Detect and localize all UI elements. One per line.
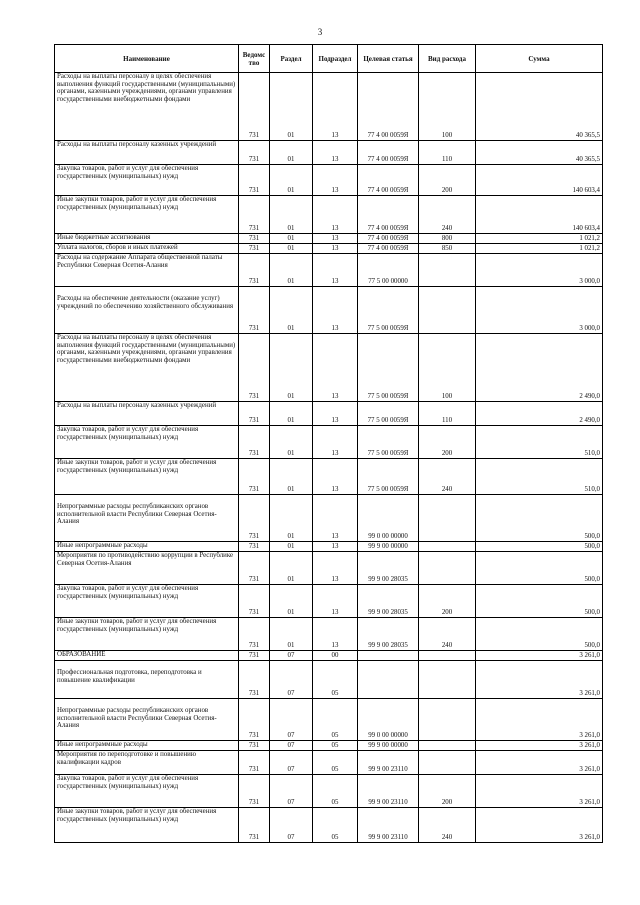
row-dept: 731 — [239, 585, 270, 618]
row-amount: 40 365,5 — [476, 73, 603, 141]
row-exp-type — [419, 287, 476, 334]
row-section: 01 — [270, 234, 313, 244]
row-exp-type: 100 — [419, 334, 476, 402]
row-exp-type: 110 — [419, 141, 476, 165]
row-target — [358, 661, 419, 699]
row-section: 07 — [270, 661, 313, 699]
row-amount: 140 603,4 — [476, 196, 603, 234]
row-target: 99 9 00 23110 — [358, 751, 419, 775]
row-name: Закупка товаров, работ и услуг для обеспечения государственных (муниципальных) нужд — [55, 775, 239, 808]
row-section: 01 — [270, 426, 313, 459]
row-target: 99 9 00 23110 — [358, 808, 419, 843]
row-dept: 731 — [239, 808, 270, 843]
row-target: 77 4 00 0059Я — [358, 234, 419, 244]
row-dept: 731 — [239, 234, 270, 244]
row-amount: 510,0 — [476, 426, 603, 459]
row-target: 77 5 00 0059Я — [358, 334, 419, 402]
row-dept: 731 — [239, 542, 270, 552]
header-target: Целевая статья — [358, 45, 419, 73]
row-subsection: 13 — [313, 334, 358, 402]
row-name: Закупка товаров, работ и услуг для обеспечения государственных (муниципальных) нужд — [55, 585, 239, 618]
row-exp-type: 200 — [419, 775, 476, 808]
row-subsection: 05 — [313, 741, 358, 751]
row-amount: 2 490,0 — [476, 402, 603, 426]
row-amount: 3 261,0 — [476, 808, 603, 843]
row-exp-type — [419, 552, 476, 585]
row-name: Мероприятия по переподготовке и повышению квалификации кадров — [55, 751, 239, 775]
row-target: 77 5 00 0059Я — [358, 459, 419, 495]
header-dept: Ведомс тво — [239, 45, 270, 73]
row-dept: 731 — [239, 334, 270, 402]
row-exp-type — [419, 651, 476, 661]
row-section: 07 — [270, 699, 313, 741]
table-row — [55, 234, 603, 244]
table-row — [55, 741, 603, 751]
row-name: Непрограммные расходы республиканских органов исполнительной власти Республики Северная Осетия-Алания — [55, 495, 239, 542]
row-target: 77 4 00 0059Я — [358, 196, 419, 234]
table-row — [55, 618, 603, 651]
row-dept: 731 — [239, 165, 270, 196]
row-name: Иные закупки товаров, работ и услуг для обеспечения государственных (муниципальных) нужд — [55, 196, 239, 234]
row-exp-type — [419, 495, 476, 542]
row-section: 01 — [270, 141, 313, 165]
row-dept: 731 — [239, 741, 270, 751]
row-subsection: 13 — [313, 73, 358, 141]
row-dept: 731 — [239, 73, 270, 141]
row-subsection: 05 — [313, 751, 358, 775]
row-subsection: 13 — [313, 552, 358, 585]
row-amount: 510,0 — [476, 459, 603, 495]
row-section: 01 — [270, 402, 313, 426]
row-name: Расходы на выплаты персоналу в целях обеспечения выполнения функций государственными (муниципальными) органами, казенными учреждениями, органами управления государственными внебюджетными фондами — [55, 334, 239, 402]
table-row — [55, 334, 603, 402]
table-row — [55, 402, 603, 426]
row-name: Расходы на выплаты персоналу казенных учреждений — [55, 402, 239, 426]
header-name: Наименование — [55, 45, 239, 73]
row-name: Расходы на выплаты персоналу казенных учреждений — [55, 141, 239, 165]
row-dept: 731 — [239, 459, 270, 495]
row-subsection: 13 — [313, 196, 358, 234]
row-amount: 500,0 — [476, 618, 603, 651]
row-subsection: 05 — [313, 661, 358, 699]
row-subsection: 13 — [313, 287, 358, 334]
row-dept: 731 — [239, 196, 270, 234]
row-section: 01 — [270, 334, 313, 402]
row-subsection: 13 — [313, 141, 358, 165]
row-section: 01 — [270, 585, 313, 618]
table-row — [55, 495, 603, 542]
row-dept: 731 — [239, 699, 270, 741]
table-row — [55, 459, 603, 495]
row-amount: 3 261,0 — [476, 741, 603, 751]
row-name: ОБРАЗОВАНИЕ — [55, 651, 239, 661]
table-row — [55, 426, 603, 459]
row-amount: 3 261,0 — [476, 661, 603, 699]
row-exp-type: 240 — [419, 196, 476, 234]
table-row — [55, 775, 603, 808]
row-amount: 500,0 — [476, 552, 603, 585]
row-dept: 731 — [239, 287, 270, 334]
header-amount: Сумма — [476, 45, 603, 73]
row-target: 99 9 00 00000 — [358, 542, 419, 552]
budget-table — [54, 44, 603, 843]
row-amount: 500,0 — [476, 495, 603, 542]
row-amount: 500,0 — [476, 542, 603, 552]
row-name: Профессиональная подготовка, переподготовка и повышение квалификации — [55, 661, 239, 699]
table-row — [55, 651, 603, 661]
row-target — [358, 651, 419, 661]
table-row — [55, 196, 603, 234]
row-exp-type: 110 — [419, 402, 476, 426]
table-row — [55, 751, 603, 775]
row-section: 01 — [270, 165, 313, 196]
row-exp-type: 240 — [419, 618, 476, 651]
row-exp-type — [419, 542, 476, 552]
row-amount: 3 261,0 — [476, 751, 603, 775]
row-exp-type: 850 — [419, 244, 476, 254]
table-row — [55, 165, 603, 196]
row-section: 01 — [270, 618, 313, 651]
row-exp-type — [419, 741, 476, 751]
row-subsection: 13 — [313, 254, 358, 287]
row-amount: 2 490,0 — [476, 334, 603, 402]
row-exp-type: 200 — [419, 165, 476, 196]
row-amount: 3 000,0 — [476, 254, 603, 287]
table-row — [55, 552, 603, 585]
row-dept: 731 — [239, 254, 270, 287]
row-name: Непрограммные расходы республиканских органов исполнительной власти Республики Северная Осетия-Алания — [55, 699, 239, 741]
row-subsection: 13 — [313, 165, 358, 196]
table-row — [55, 287, 603, 334]
row-subsection: 13 — [313, 234, 358, 244]
row-dept: 731 — [239, 141, 270, 165]
row-amount: 140 603,4 — [476, 165, 603, 196]
row-target: 77 4 00 0059Я — [358, 244, 419, 254]
row-name: Мероприятия по противодействию коррупции в Республике Северная Осетия-Алания — [55, 552, 239, 585]
row-target: 99 9 00 00000 — [358, 741, 419, 751]
row-subsection: 13 — [313, 495, 358, 542]
row-amount: 3 000,0 — [476, 287, 603, 334]
row-subsection: 05 — [313, 808, 358, 843]
table-row — [55, 585, 603, 618]
row-section: 01 — [270, 73, 313, 141]
row-name: Расходы на содержание Аппарата общественной палаты Республики Северная Осетия-Алания — [55, 254, 239, 287]
row-subsection: 13 — [313, 542, 358, 552]
row-exp-type — [419, 699, 476, 741]
row-section: 07 — [270, 741, 313, 751]
row-section: 07 — [270, 651, 313, 661]
row-exp-type — [419, 751, 476, 775]
row-dept: 731 — [239, 495, 270, 542]
row-name: Расходы на выплаты персоналу в целях обеспечения выполнения функций государственными (муниципальными) органами, казенными учреждениями, органами управления государственными внебюджетными фондами — [55, 73, 239, 141]
row-exp-type: 240 — [419, 808, 476, 843]
row-exp-type: 200 — [419, 585, 476, 618]
row-target: 99 9 00 28035 — [358, 585, 419, 618]
row-section: 01 — [270, 495, 313, 542]
row-target: 99 9 00 28035 — [358, 618, 419, 651]
row-exp-type: 800 — [419, 234, 476, 244]
row-target: 77 4 00 0059Я — [358, 165, 419, 196]
table-row — [55, 808, 603, 843]
row-target: 77 5 00 0059Я — [358, 402, 419, 426]
row-section: 07 — [270, 775, 313, 808]
row-amount: 3 261,0 — [476, 699, 603, 741]
row-target: 99 9 00 28035 — [358, 552, 419, 585]
header-exp-type: Вид расхода — [419, 45, 476, 73]
row-name: Иные закупки товаров, работ и услуг для обеспечения государственных (муниципальных) нужд — [55, 808, 239, 843]
row-subsection: 13 — [313, 402, 358, 426]
row-amount: 3 261,0 — [476, 775, 603, 808]
row-exp-type: 200 — [419, 426, 476, 459]
table-row — [55, 73, 603, 141]
row-target: 99 0 00 00000 — [358, 699, 419, 741]
header-section: Раздел — [270, 45, 313, 73]
row-name: Иные бюджетные ассигнования — [55, 234, 239, 244]
row-name: Иные непрограммные расходы — [55, 741, 239, 751]
row-section: 01 — [270, 542, 313, 552]
row-name: Иные закупки товаров, работ и услуг для обеспечения государственных (муниципальных) нужд — [55, 618, 239, 651]
row-dept: 731 — [239, 402, 270, 426]
row-subsection: 13 — [313, 585, 358, 618]
page-number: 3 — [317, 27, 323, 37]
header-subsection: Подраздел — [313, 45, 358, 73]
row-section: 01 — [270, 552, 313, 585]
row-subsection: 05 — [313, 775, 358, 808]
row-subsection: 05 — [313, 699, 358, 741]
row-exp-type — [419, 661, 476, 699]
row-name: Закупка товаров, работ и услуг для обеспечения государственных (муниципальных) нужд — [55, 165, 239, 196]
row-exp-type: 240 — [419, 459, 476, 495]
row-section: 01 — [270, 196, 313, 234]
table-row — [55, 661, 603, 699]
row-dept: 731 — [239, 552, 270, 585]
table-row — [55, 141, 603, 165]
row-amount: 1 021,2 — [476, 244, 603, 254]
row-dept: 731 — [239, 751, 270, 775]
row-target: 77 5 00 0059Я — [358, 426, 419, 459]
row-name: Иные непрограммные расходы — [55, 542, 239, 552]
row-amount: 40 365,5 — [476, 141, 603, 165]
row-target: 99 9 00 23110 — [358, 775, 419, 808]
row-exp-type: 100 — [419, 73, 476, 141]
row-dept: 731 — [239, 618, 270, 651]
row-section: 01 — [270, 459, 313, 495]
row-target: 77 5 00 0059Я — [358, 287, 419, 334]
row-dept: 731 — [239, 426, 270, 459]
row-dept: 731 — [239, 661, 270, 699]
row-target: 99 0 00 00000 — [358, 495, 419, 542]
row-section: 01 — [270, 254, 313, 287]
row-amount: 1 021,2 — [476, 234, 603, 244]
row-dept: 731 — [239, 651, 270, 661]
row-target: 77 4 00 0059Я — [358, 73, 419, 141]
row-target: 77 5 00 00000 — [358, 254, 419, 287]
row-exp-type — [419, 254, 476, 287]
row-name: Уплата налогов, сборов и иных платежей — [55, 244, 239, 254]
row-subsection: 13 — [313, 618, 358, 651]
row-dept: 731 — [239, 775, 270, 808]
row-amount: 3 261,0 — [476, 651, 603, 661]
row-subsection: 13 — [313, 244, 358, 254]
table-row — [55, 254, 603, 287]
row-dept: 731 — [239, 244, 270, 254]
row-subsection: 13 — [313, 459, 358, 495]
row-name: Расходы на обеспечение деятельности (оказание услуг) учреждений по обеспечению хозяйственного обслуживания — [55, 287, 239, 334]
row-subsection: 00 — [313, 651, 358, 661]
row-section: 01 — [270, 287, 313, 334]
table-header-row — [55, 45, 603, 73]
table-row — [55, 542, 603, 552]
row-name: Закупка товаров, работ и услуг для обеспечения государственных (муниципальных) нужд — [55, 426, 239, 459]
row-subsection: 13 — [313, 426, 358, 459]
row-name: Иные закупки товаров, работ и услуг для обеспечения государственных (муниципальных) нужд — [55, 459, 239, 495]
table-row — [55, 244, 603, 254]
table-row — [55, 699, 603, 741]
row-target: 77 4 00 0059Я — [358, 141, 419, 165]
row-amount: 500,0 — [476, 585, 603, 618]
row-section: 01 — [270, 244, 313, 254]
row-section: 07 — [270, 808, 313, 843]
row-section: 07 — [270, 751, 313, 775]
